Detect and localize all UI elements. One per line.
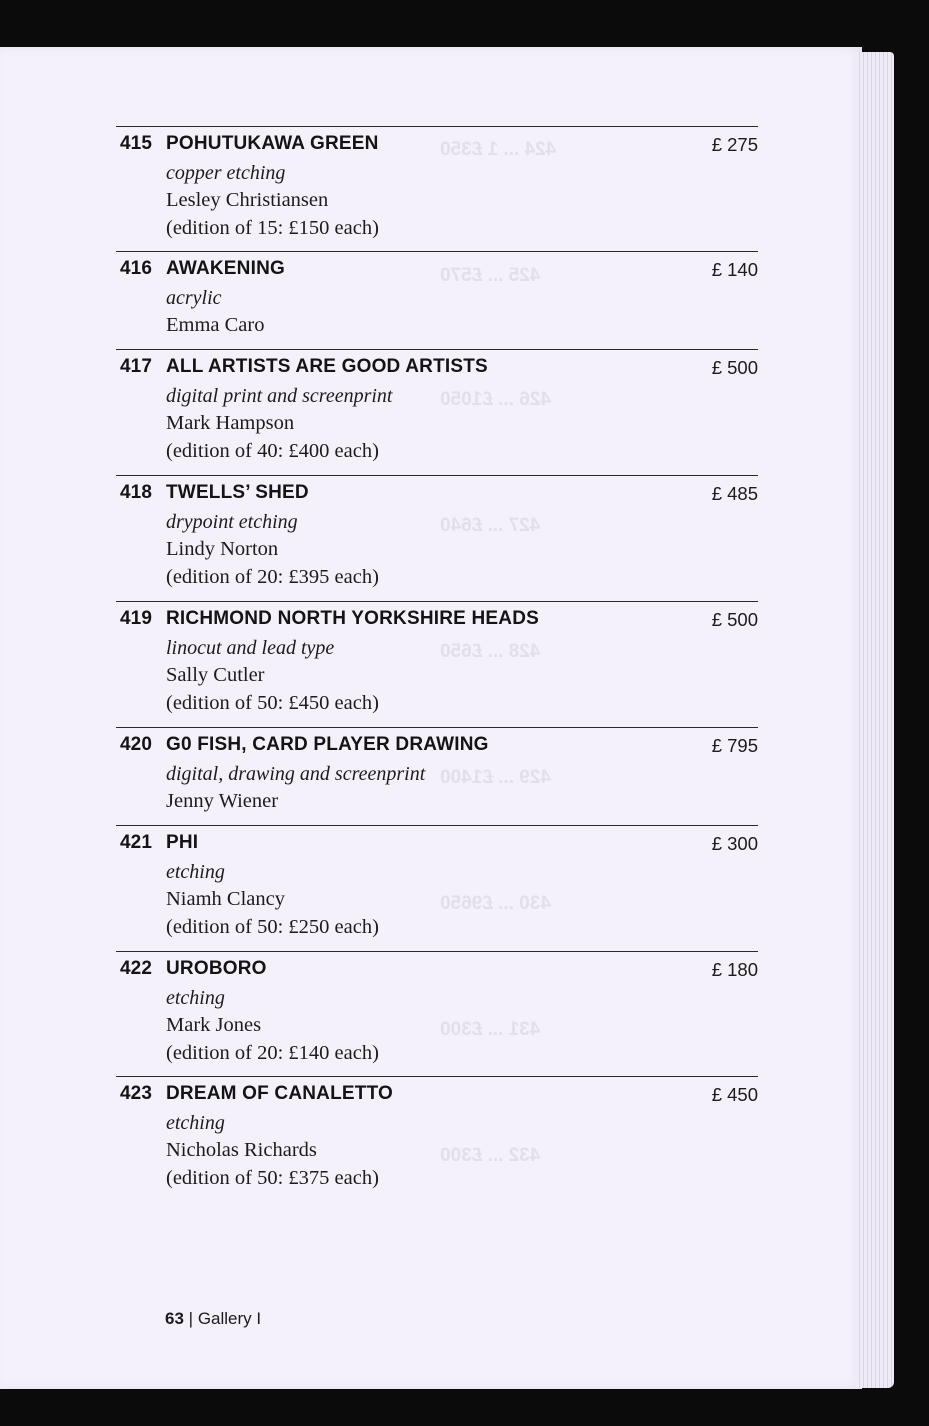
entry-number: 421 (120, 832, 153, 853)
show-through-text: 424 ... 1 £350 (440, 139, 557, 160)
entry-price: £ 500 (711, 357, 758, 378)
catalogue-entry (116, 601, 758, 726)
entry-edition: (edition of 15: £150 each) (166, 217, 379, 239)
catalogue-entry (116, 951, 758, 1076)
entry-medium: etching (166, 1112, 225, 1134)
page-edge (856, 52, 894, 1388)
entry-artist: Niamh Clancy (166, 888, 285, 910)
page-number: 63 (165, 1309, 184, 1328)
catalogue-entry (116, 825, 758, 950)
entry-title: UROBORO (166, 958, 267, 979)
entry-artist: Nicholas Richards (166, 1139, 317, 1161)
entry-artist: Mark Hampson (166, 412, 295, 434)
entry-artist: Emma Caro (166, 314, 265, 336)
entry-number: 423 (120, 1083, 153, 1104)
entry-price: £ 500 (711, 609, 758, 630)
entry-medium: etching (166, 987, 225, 1009)
entry-artist: Mark Jones (166, 1014, 262, 1036)
entry-medium: digital print and screenprint (166, 385, 393, 407)
footer-section: Gallery I (197, 1309, 262, 1328)
entry-medium: digital, drawing and screenprint (166, 763, 426, 785)
show-through-text: 425 ... £570 (440, 265, 541, 286)
catalogue-entry (116, 727, 758, 824)
show-through-text: 432 ... £300 (440, 1145, 541, 1166)
show-through-text: 431 ... £300 (440, 1019, 541, 1040)
entry-title: G0 FISH, CARD PLAYER DRAWING (166, 734, 489, 755)
entry-title: AWAKENING (166, 258, 285, 279)
entry-edition: (edition of 50: £450 each) (166, 692, 379, 714)
entry-artist: Sally Cutler (166, 664, 265, 686)
entry-title: TWELLS’ SHED (166, 482, 309, 503)
show-through-text: 429 ... £1400 (440, 767, 551, 788)
show-through-text: 427 ... £640 (440, 515, 541, 536)
entry-number: 418 (120, 482, 153, 503)
entry-number: 416 (120, 258, 153, 279)
show-through-text: 428 ... £650 (440, 641, 541, 662)
entry-title: PHI (166, 832, 199, 853)
show-through-text: 426 ... £1050 (440, 389, 551, 410)
entry-title: ALL ARTISTS ARE GOOD ARTISTS (166, 356, 488, 377)
entry-title: DREAM OF CANALETTO (166, 1083, 394, 1104)
footer-separator: | (188, 1309, 194, 1328)
entry-number: 422 (120, 958, 153, 979)
entry-title: POHUTUKAWA GREEN (166, 133, 379, 154)
show-through-text: 430 ... £9650 (440, 893, 551, 914)
entry-number: 420 (120, 734, 153, 755)
entry-edition: (edition of 50: £375 each) (166, 1167, 379, 1189)
entry-medium: acrylic (166, 287, 222, 309)
entry-number: 415 (120, 133, 153, 154)
catalogue-entry (116, 475, 758, 600)
entry-edition: (edition of 20: £140 each) (166, 1042, 379, 1064)
entry-edition: (edition of 20: £395 each) (166, 566, 379, 588)
entry-artist: Jenny Wiener (166, 790, 279, 812)
catalogue-entry (116, 1076, 758, 1201)
entry-price: £ 275 (711, 134, 758, 155)
entry-price: £ 180 (711, 959, 758, 980)
entry-price: £ 300 (711, 833, 758, 854)
entry-price: £ 140 (711, 259, 758, 280)
entry-price: £ 450 (711, 1084, 758, 1105)
catalogue-entry (116, 251, 758, 348)
entry-medium: etching (166, 861, 225, 883)
entry-number: 419 (120, 608, 153, 629)
entry-artist: Lindy Norton (166, 538, 279, 560)
entry-medium: linocut and lead type (166, 637, 335, 659)
entry-edition: (edition of 50: £250 each) (166, 916, 379, 938)
entry-price: £ 485 (711, 483, 758, 504)
entry-medium: copper etching (166, 162, 286, 184)
catalogue-entry (116, 349, 758, 474)
entry-edition: (edition of 40: £400 each) (166, 440, 379, 462)
entry-number: 417 (120, 356, 153, 377)
entry-price: £ 795 (711, 735, 758, 756)
catalogue-entry (116, 126, 758, 251)
entry-artist: Lesley Christiansen (166, 189, 329, 211)
entry-title: RICHMOND NORTH YORKSHIRE HEADS (166, 608, 540, 629)
entry-medium: drypoint etching (166, 511, 298, 533)
page-footer (165, 1309, 261, 1329)
